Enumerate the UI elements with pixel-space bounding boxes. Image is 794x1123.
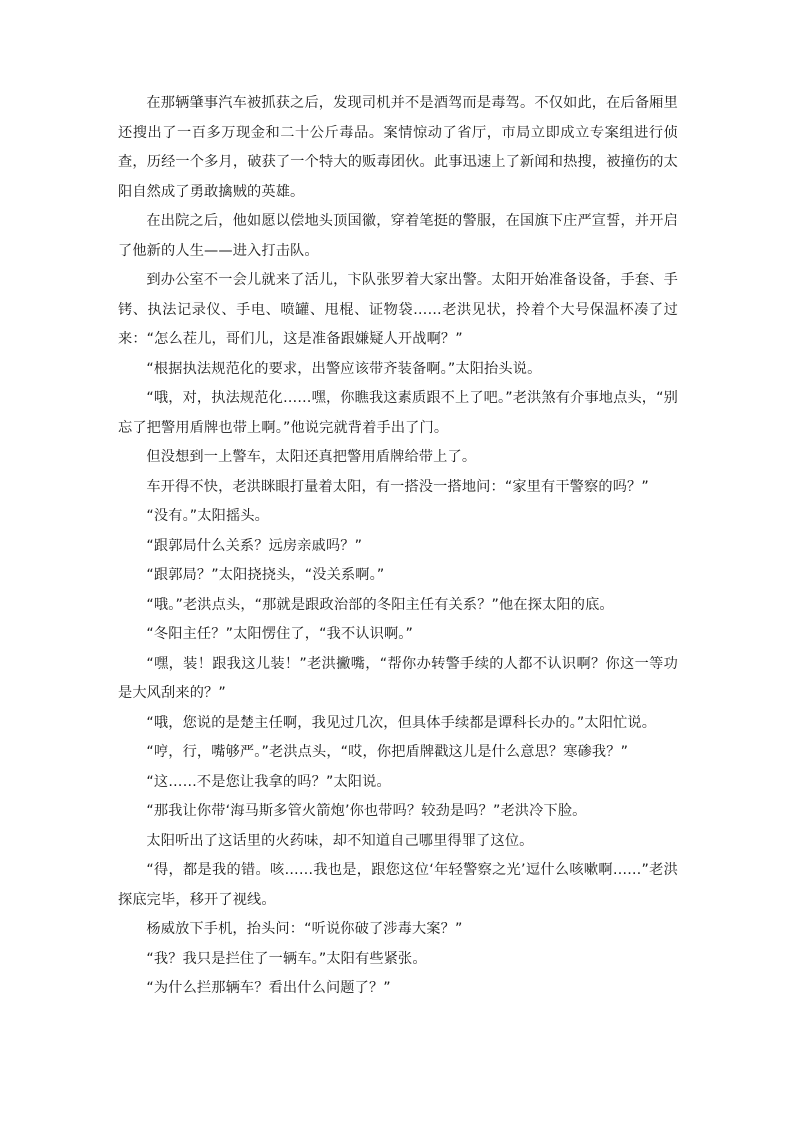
paragraph: “哼，行，嘴够严。”老洪点头，“哎，你把盾牌戳这儿是什么意思？寒碜我？” [146,744,629,760]
paragraph: 车开得不快，老洪眯眼打量着太阳，有一搭没一搭地问：“家里有干警察的吗？” [146,478,649,495]
body-text [118,89,678,1004]
paragraph: “得，都是我的错。咳……我也是，跟您这位‘年轻警察之光’逗什么咳嗽啊……”老洪探底完毕，移开了视线。 [118,862,678,908]
paragraph: 太阳听出了这话里的火药味，却不知道自己哪里得罪了这位。 [146,832,534,849]
paragraph: “这……不是您让我拿的吗？”太阳说。 [146,773,391,790]
paragraph: 到办公室不一会儿就来了活儿，卞队张罗着大家出警。太阳开始准备设备，手套、手铐、执法记录仪、手电、喷罐、甩棍、证物袋……老洪见状，拎着个大号保温杯凑了过来：“怎么茬儿，哥们儿，这是准备跟嫌疑人开战啊？” [118,272,678,347]
paragraph: “跟郭局？”太阳挠挠头，“没关系啊。” [146,567,385,583]
paragraph: “哦。”老洪点头，“那就是跟政治部的冬阳主任有关系？”他在探太阳的底。 [146,596,614,613]
paragraph: “哦，您说的是楚主任啊，我见过几次，但具体手续都是谭科长办的。”太阳忙说。 [146,714,657,731]
paragraph: “哦，对，执法规范化……嘿，你瞧我这素质跟不上了吧。”老洪煞有介事地点头，“别忘了把警用盾牌也带上啊。”他说完就背着手出了门。 [118,390,678,436]
paragraph: 在那辆肇事汽车被抓获之后，发现司机并不是酒驾而是毒驾。不仅如此，在后备厢里还搜出了一百多万现金和二十公斤毒品。案情惊动了省厅，市局立即成立专案组进行侦查，历经一个多月，破获了一个特大的贩毒团伙。此事迅速上了新闻和热搜，被撞伤的太阳自然成了勇敢擒贼的英雄。 [118,95,678,200]
paragraph: “我？我只是拦住了一辆车。”太阳有些紧张。 [146,950,427,967]
paragraph: 杨威放下手机，抬头问：“听说你破了涉毒大案？” [146,921,463,937]
paragraph: “冬阳主任？”太阳愣住了，“我不认识啊。” [146,626,414,642]
paragraph: “跟郭局什么关系？远房亲戚吗？” [146,537,363,554]
paragraph: 但没想到一上警车，太阳还真把警用盾牌给带上了。 [146,449,477,465]
paragraph: “为什么拦那辆车？看出什么问题了？” [146,980,391,996]
paragraph: “那我让你带‘海马斯多管火箭炮’你也带吗？较劲是吗？”老洪冷下脸。 [146,803,587,819]
paragraph: “嘿，装！跟我这儿装！”老洪撇嘴，“帮你办转警手续的人都不认识啊？你这一等功是大风刮来的？” [118,655,678,701]
paragraph: “没有。”太阳摇头。 [146,508,269,524]
paragraph: “根据执法规范化的要求，出警应该带齐装备啊。”太阳抬头说。 [146,360,542,377]
paragraph: 在出院之后，他如愿以偿地头顶国徽，穿着笔挺的警服，在国旗下庄严宣誓，并开启了他新的人生——进入打击队。 [118,213,678,259]
